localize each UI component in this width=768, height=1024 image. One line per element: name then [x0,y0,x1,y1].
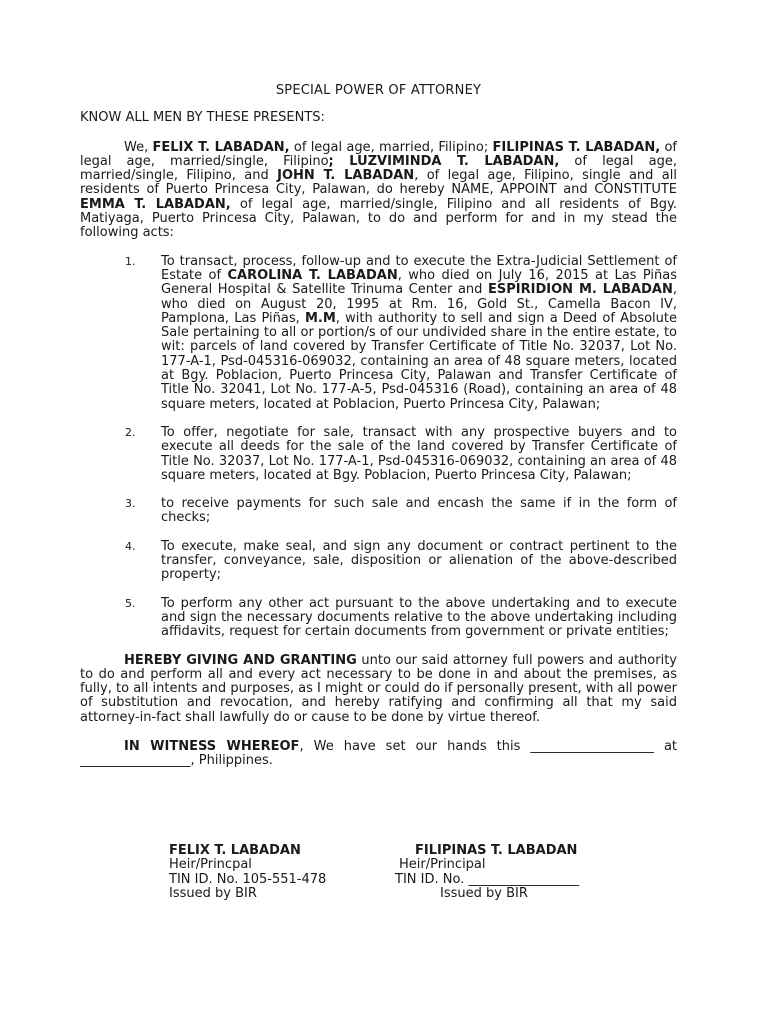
opening-text: , of legal age, Filipino, single and all residents of Puerto Princesa City, Palawan, do hereby NAME, APPOINT and CONSTITUTE [80,168,677,198]
act-text: To transact, process, follow-up and to execute the Extra-Judicial Settlement of Estate of [161,253,677,283]
act-text: , who died on August 20, 1995 at Rm. 16, Gold St., Camella Bacon IV, Pamplona, Las Piñas, [161,282,677,326]
act-item [80,497,677,526]
act-item [80,426,677,483]
act-text: To offer, negotiate for sale, transact with any prospective buyers and to execute all deeds for the sale of the land covered by Transfer Certificate of Title No. 32037, Lot No. 177-A-1, Psd-045316-069032, containing an area of 48 square meters, located at Bgy. Poblacion, Puerto Princesa City, Palawan; [161,424,677,483]
act-number: 3. [125,497,136,511]
signatory-name: FELIX T. LABADAN [169,843,301,858]
act-item [80,597,677,640]
opening-text: of legal age, married/single, Filipino, and [80,153,677,184]
principal-name: FELIX T. LABADAN, [152,139,290,155]
act-text: To perform any other act pursuant to the above undertaking and to execute and sign the necessary documents relative to the above undertaking including affidavits, request for certain documents from government or private entities; [161,595,677,640]
opening-paragraph [80,141,677,241]
principal-name: FILIPINAS T. LABADAN, [492,139,661,155]
act-text: To execute, make seal, and sign any document or contract pertinent to the transfer, conveyance, sale, disposition or alienation of the above-described property; [161,538,677,583]
act-number: 2. [125,425,136,439]
signatory-felix [169,844,326,901]
decedent-name: CAROLINA T. LABADAN [227,267,398,283]
granting-lead: HEREBY GIVING AND GRANTING [124,652,357,668]
intro-line: KNOW ALL MEN BY THESE PRESENTS: [80,110,325,126]
signatory-name: FILIPINAS T. LABADAN [415,843,578,858]
signatory-tin: TIN ID. No. 105-551-478 [169,871,327,887]
signatory-tin: TIN ID. No. _________________ [395,871,579,887]
act-number: 4. [125,539,136,553]
signatory-filipinas [395,844,579,901]
signatory-role: Heir/Principal [399,857,486,873]
opening-text: of legal age, married, Filipino; [289,139,493,155]
signatory-role: Heir/Princpal [169,857,252,873]
witness-paragraph [80,740,677,769]
signatory-issued: Issued by BIR [169,885,257,901]
act-item [80,255,677,412]
acts-list [80,255,677,640]
document-page [80,84,677,769]
act-bold-text: M.M [304,310,336,326]
opening-text: of legal age, married/single, Filipino [80,139,677,169]
principal-name: ; LUZVIMINDA T. LABADAN, [328,153,560,169]
opening-text: of legal age, married/single, Filipino and all residents of Bgy. Matiyaga, Puerto Princesa City, Palawan, to do and perform for and in my stead the following acts: [80,196,678,241]
granting-paragraph [80,654,677,725]
act-text: , who died on July 16, 2015 at Las Piñas General Hospital & Satellite Trinuma Center and [161,267,677,298]
principal-name: JOHN T. LABADAN [277,168,415,184]
act-item [80,540,677,583]
witness-lead: IN WITNESS WHEREOF [124,738,300,754]
signatory-issued: Issued by BIR [440,885,528,901]
opening-text: We, [124,139,153,155]
act-number: 5. [125,596,136,610]
document-title: SPECIAL POWER OF ATTORNEY [275,83,482,98]
act-number: 1. [125,254,136,268]
act-text: , with authority to sell and sign a Deed of Absolute Sale pertaining to all or portion/s of our undivided share in the entire estate, to wit: parcels of land covered by Transfer Certificate of Title No. 32037, Lot No. 177-A-1, Psd-045316-069032, containing an area of 48 square meters, located at Bgy. Poblacion, Puerto Princesa City, Palawan and Transfer Certificate of Title No. 32041, Lot No. 177-A-5, Psd-045316 (Road), containing an area of 48 square meters, located at Poblacion, Puerto Princesa City, Palawan; [161,310,677,412]
granting-text: unto our said attorney full powers and authority to do and perform all and every act necessary to be done in and about the premises, as fully, to all intents and purposes, as I might or could do if personally present, with all power of substitution and revocation, and hereby ratifying and confirming all that my said attorney-in-fact shall lawfully do or cause to be done by virtue thereof. [80,652,678,725]
attorney-name: EMMA T. LABADAN, [80,196,231,212]
act-text: to receive payments for such sale and encash the same if in the form of checks; [161,496,677,526]
decedent-name: ESPIRIDION M. LABADAN [487,282,673,298]
witness-text: , We have set our hands this ___________________ at _________________, Philippines. [80,738,678,769]
